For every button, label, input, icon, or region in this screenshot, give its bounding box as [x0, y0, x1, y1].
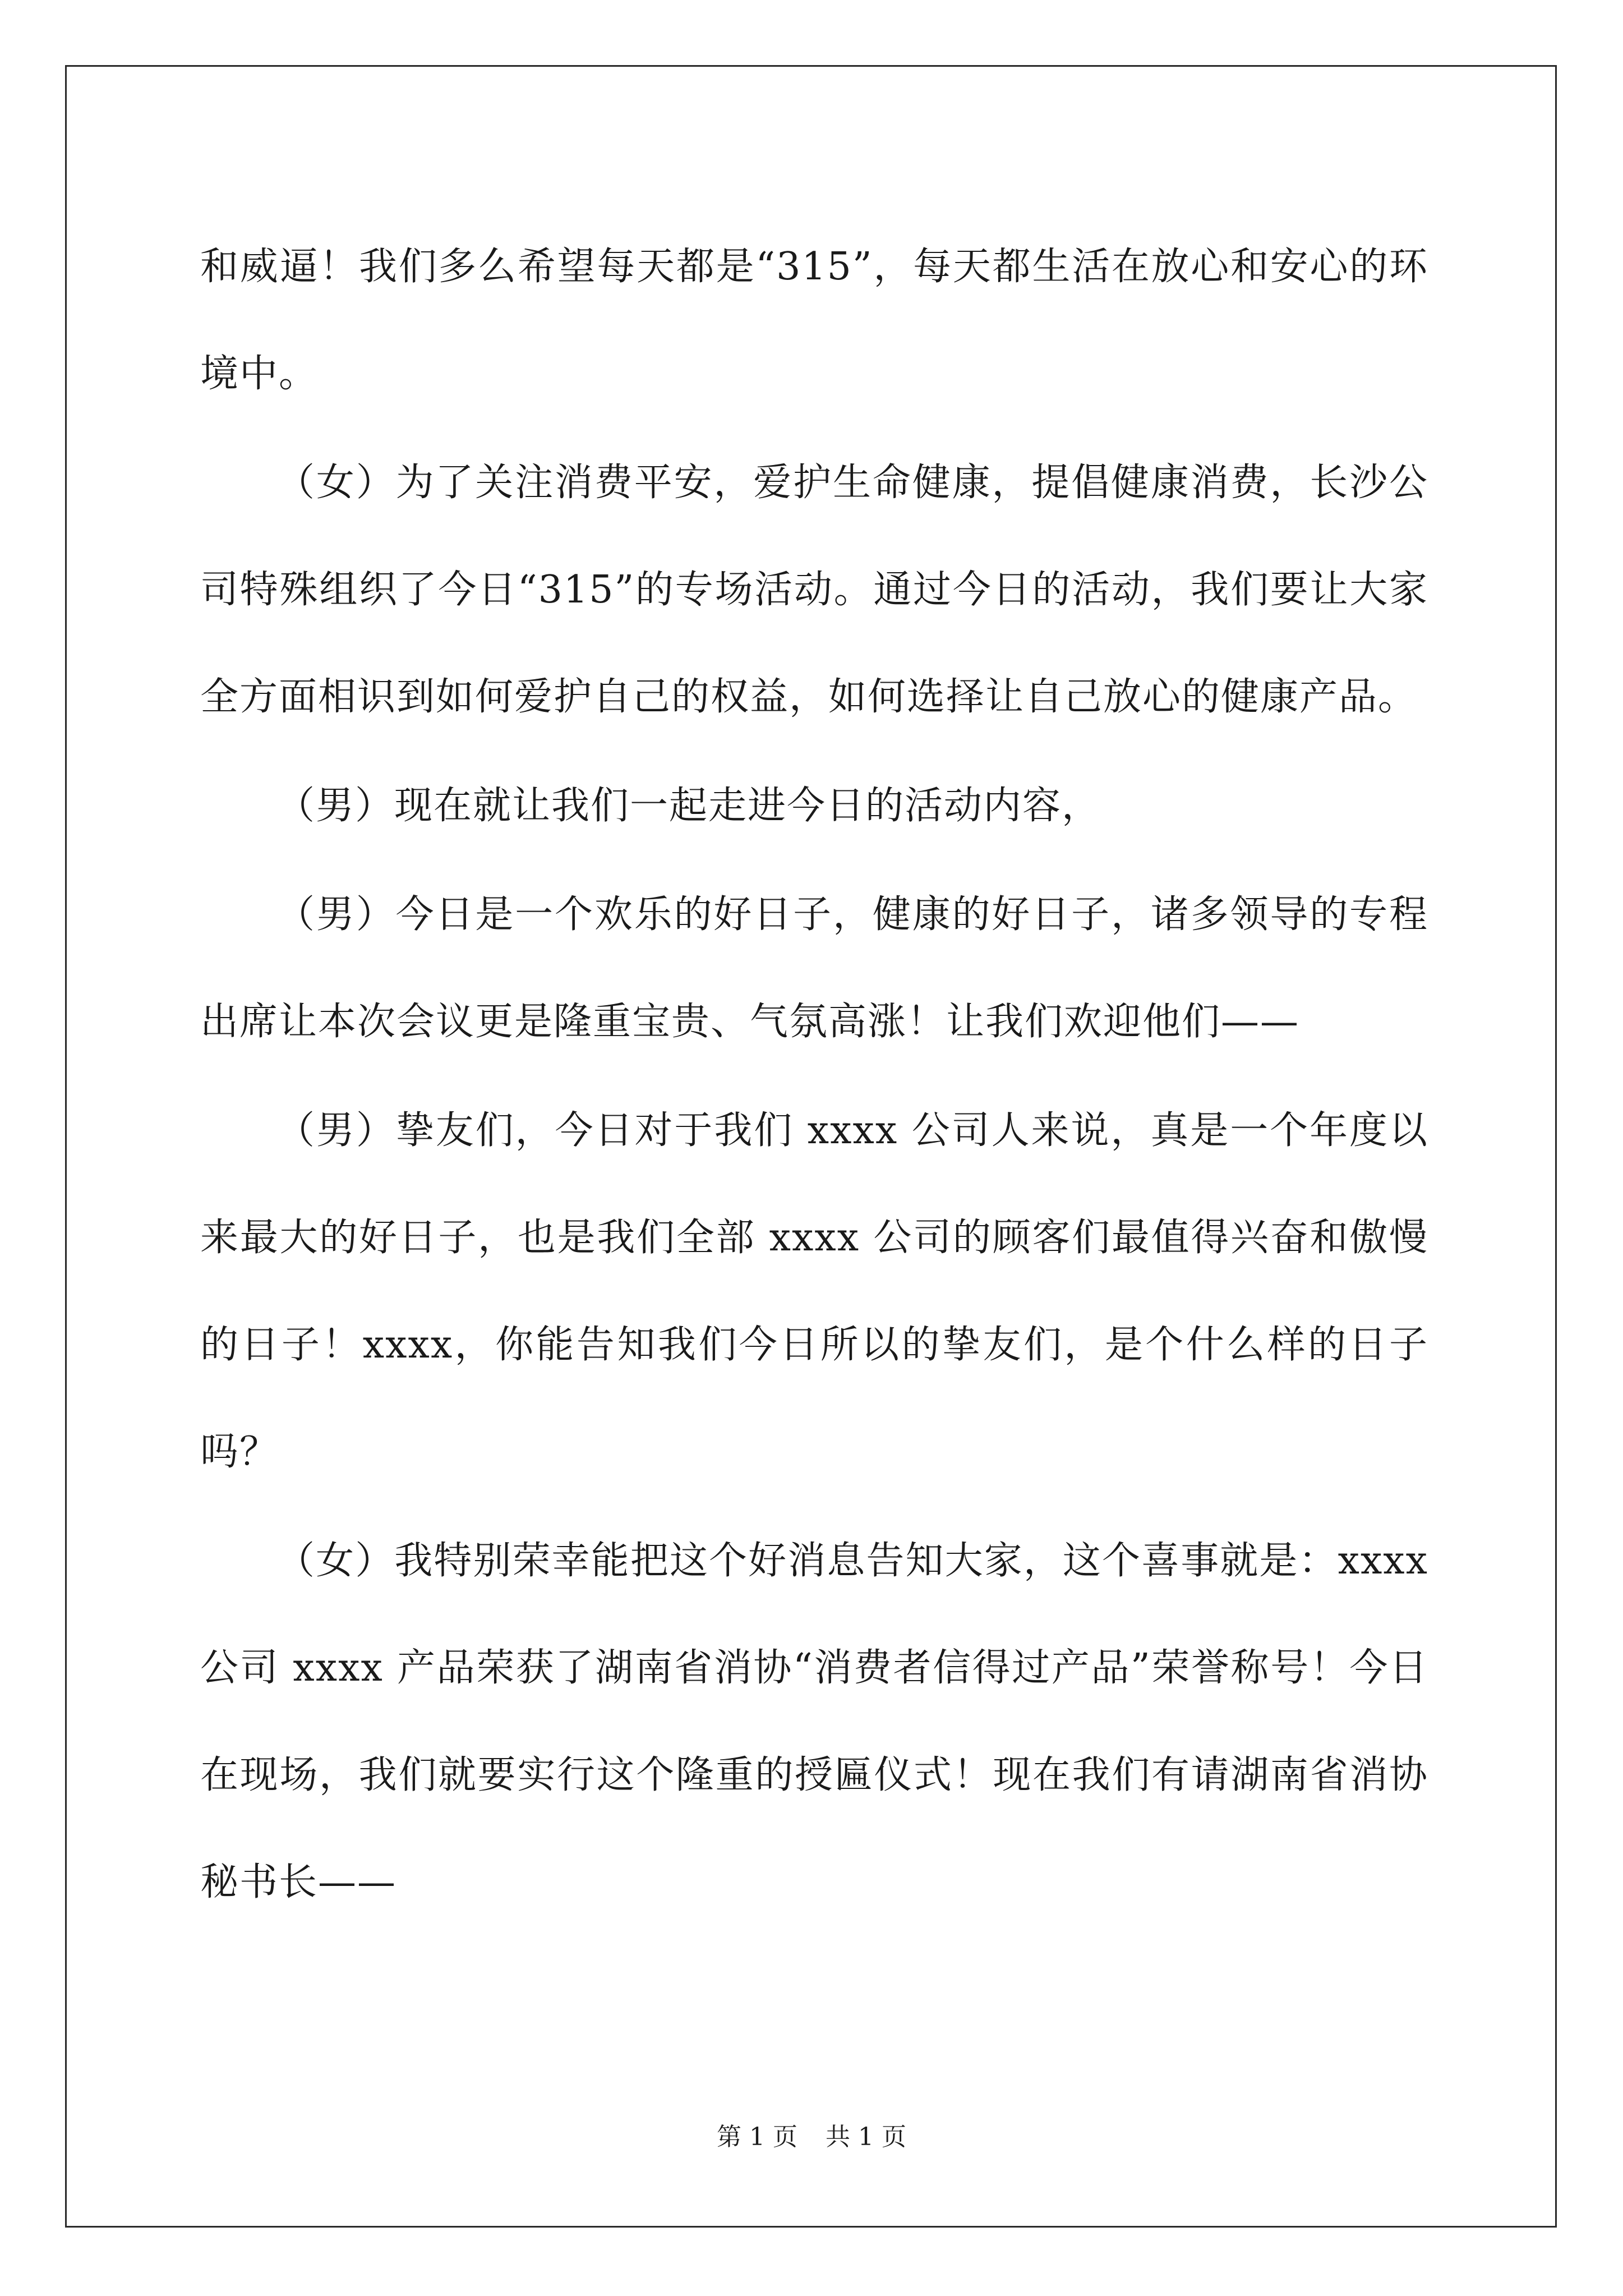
paragraph-3: （男）现在就让我们一起走进今日的活动内容，: [276, 784, 1101, 828]
paragraph-5: （男）挚友们，今日对于我们 xxxx 公司人来说，真是一个年度以来最大的好日子，也是我们全部 xxxx 公司的顾客们最值得兴奋和傲慢的日子！xxxx，你能告知我们今日所以的挚友们，是个什么样的日子吗？: [200, 1108, 1428, 1474]
page-number: 第 1 页: [717, 2123, 797, 2151]
paragraph-2: （女）为了关注消费平安，爱护生命健康，提倡健康消费，长沙公司特殊组织了今日“315”的专场活动。通过今日的活动，我们要让大家全方面相识到如何爱护自己的权益，如何选择让自己放心的健康产品。: [200, 461, 1428, 719]
paragraph-1: 和威逼！我们多么希望每天都是“315”，每天都生活在放心和安心的环境中。: [200, 245, 1428, 396]
paragraph-6: （女）我特别荣幸能把这个好消息告知大家，这个喜事就是：xxxx 公司 xxxx 产品荣获了湖南省消协“消费者信得过产品”荣誉称号！今日在现场，我们就要实行这个隆重的授匾仪式！现在我们有请湖南省消协秘书长——: [200, 1539, 1428, 1904]
document-body: [200, 213, 1428, 1938]
page-total: 共 1 页: [826, 2123, 906, 2151]
paragraph-4: （男）今日是一个欢乐的好日子，健康的好日子，诸多领导的专程出席让本次会议更是隆重宝贵、气氛高涨！让我们欢迎他们——: [200, 892, 1428, 1044]
page-footer: [0, 2120, 1623, 2154]
